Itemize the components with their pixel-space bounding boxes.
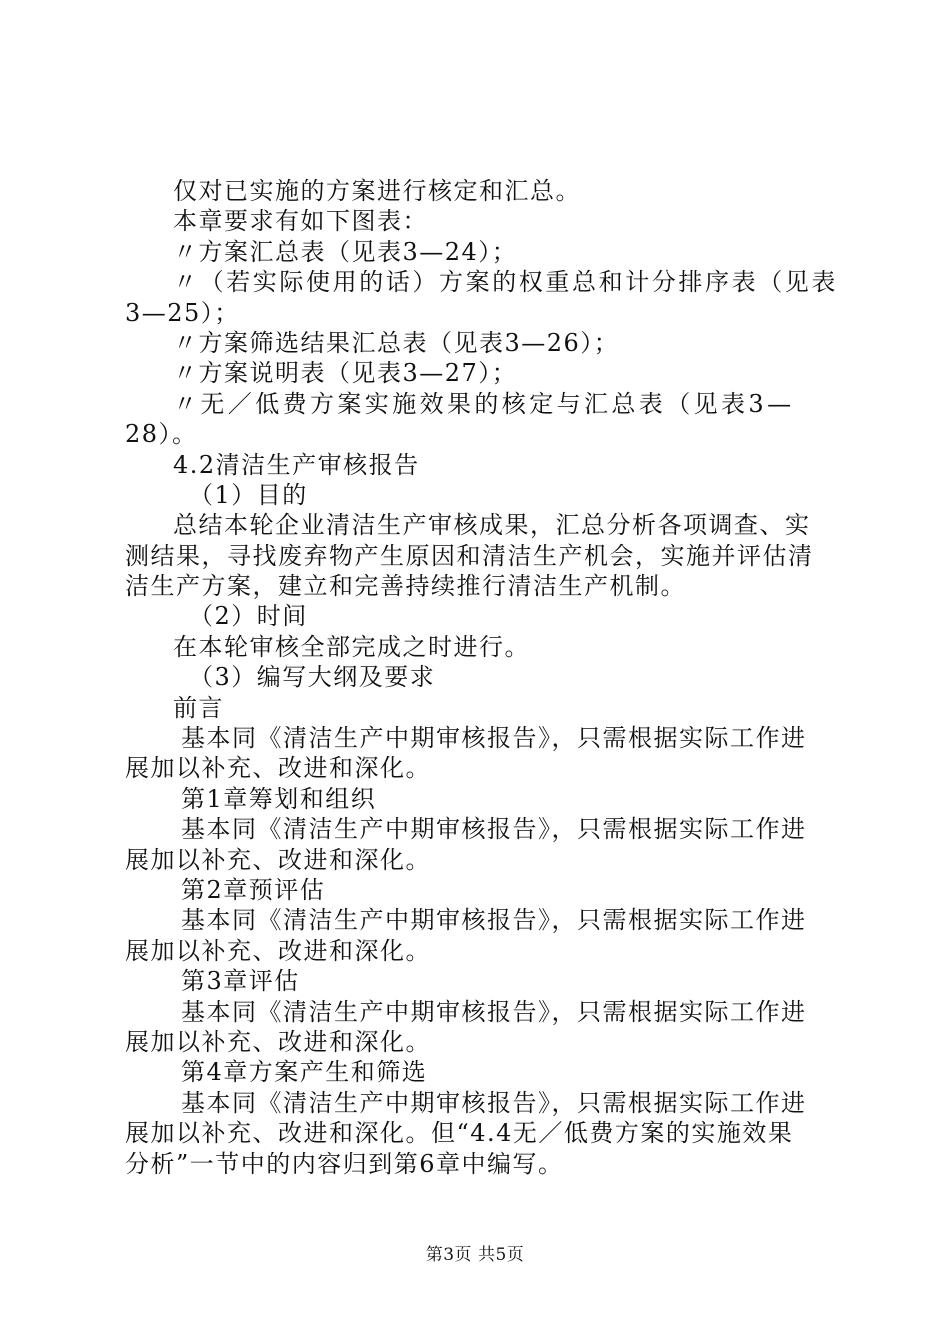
section-heading: 4.2清洁生产审核报告	[173, 450, 420, 479]
chapter-heading: 第1章筹划和组织	[181, 784, 377, 813]
list-item: 〃无／低费方案实施效果的核定与汇总表（见表3—	[173, 389, 795, 418]
list-item: 〃方案筛选结果汇总表（见表3—26）；	[173, 328, 620, 357]
text-line: 本章要求有如下图表：	[173, 207, 428, 236]
paragraph-line: 总结本轮企业清洁生产审核成果，汇总分析各项调查、实	[173, 511, 811, 540]
paragraph-line: 展加以补充、改进和深化。	[125, 1027, 431, 1056]
list-item-continuation: 3—25）；	[125, 298, 240, 327]
paragraph-line: 展加以补充、改进和深化。	[125, 936, 431, 965]
page-footer: 第3页 共5页	[425, 1245, 525, 1265]
paragraph-line: 展加以补充、改进和深化。但“4.4无／低费方案的实施效果	[125, 1119, 794, 1148]
chapter-heading: 第2章预评估	[181, 875, 326, 904]
paragraph-line: 基本同《清洁生产中期审核报告》，只需根据实际工作进	[181, 906, 807, 935]
paragraph-line: 分析”一节中的内容归到第6章中编写。	[125, 1149, 564, 1178]
list-item: 〃方案汇总表（见表3—24）；	[173, 237, 518, 266]
subsection-heading: （1）目的	[189, 480, 308, 509]
subsection-heading: （2）时间	[189, 602, 308, 631]
chapter-heading: 第3章评估	[181, 967, 300, 996]
paragraph-line: 洁生产方案，建立和完善持续推行清洁生产机制。	[125, 572, 686, 601]
paragraph-line: 基本同《清洁生产中期审核报告》，只需根据实际工作进	[181, 1088, 807, 1117]
paragraph-line: 基本同《清洁生产中期审核报告》，只需根据实际工作进	[181, 815, 807, 844]
paragraph-line: 展加以补充、改进和深化。	[125, 754, 431, 783]
paragraph-line: 基本同《清洁生产中期审核报告》，只需根据实际工作进	[181, 997, 807, 1026]
chapter-heading: 第4章方案产生和筛选	[181, 1058, 428, 1087]
list-item: 〃方案说明表（见表3—27）；	[173, 359, 518, 388]
paragraph-line: 基本同《清洁生产中期审核报告》，只需根据实际工作进	[181, 724, 807, 753]
document-body	[125, 176, 838, 1179]
list-item-continuation: 28）。	[125, 420, 198, 449]
chapter-heading: 前言	[173, 693, 224, 722]
paragraph-line: 在本轮审核全部完成之时进行。	[173, 632, 530, 661]
paragraph-line: 测结果，寻找废弃物产生原因和清洁生产机会，实施并评估清	[125, 541, 814, 570]
subsection-heading: （3）编写大纲及要求	[189, 663, 436, 692]
list-item: 〃（若实际使用的话）方案的权重总和计分排序表（见表	[173, 268, 838, 297]
paragraph-line: 展加以补充、改进和深化。	[125, 845, 431, 874]
text-line: 仅对已实施的方案进行核定和汇总。	[173, 177, 581, 205]
